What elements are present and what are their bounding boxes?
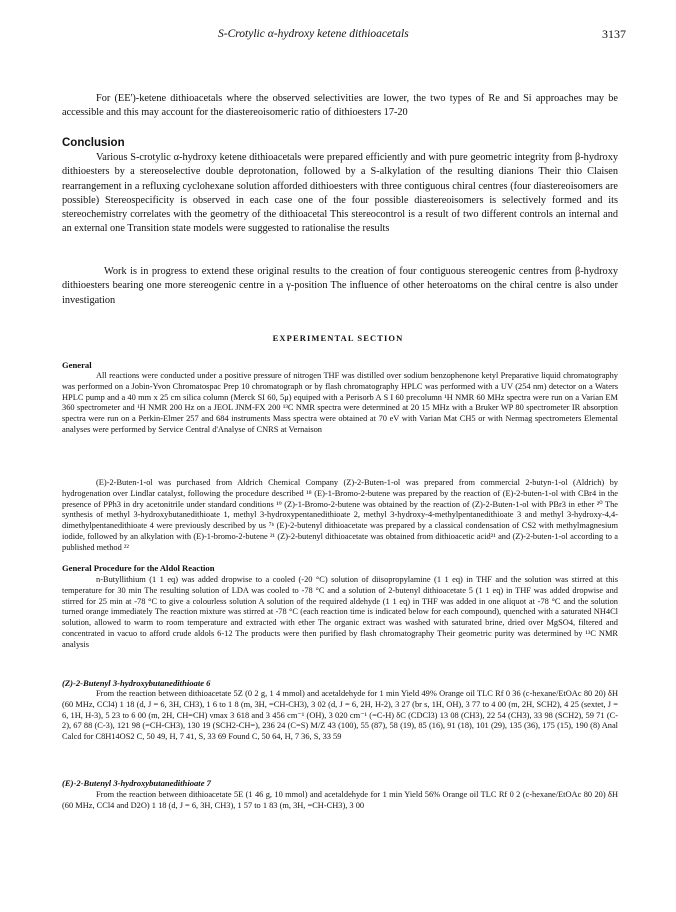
- conclusion-heading: Conclusion: [62, 137, 125, 149]
- compound-7-paragraph: From the reaction between dithioacetate 5E (1 46 g, 10 mmol) and acetaldehyde for 1 min Yield 56% Orange oil TLC Rf 0 2 (c-hexane/EtOAc 80 20) δH (60 MHz, CCl4 and D2O) 1 18 (d, J = 6, 3H, CH3), 1 57 to 1 83 (m, 3H, =CH-CH3), 3 00: [62, 790, 618, 810]
- page-number: 3137: [602, 27, 626, 41]
- aldol-procedure-heading: General Procedure for the Aldol Reaction: [62, 563, 215, 573]
- general-heading: General: [62, 360, 92, 370]
- conclusion-paragraph-2: Work is in progress to extend these original results to the creation of four contiguous stereogenic centres from β-hydroxy dithioesters bearing one more stereogenic centre in a γ-position The influence of other heteroatoms on the chiral centre is also under investigation: [62, 266, 618, 306]
- compound-7-heading: (E)-2-Butenyl 3-hydroxybutanedithioate 7: [62, 778, 211, 788]
- general-paragraph-1: All reactions were conducted under a positive pressure of nitrogen THF was distilled over sodium benzophenone ketyl Preparative liquid chromatography was performed on a Jobin-Yvon Chromatospac Prep 10 chromatograph or by flash chromatography HPLC was performed with a UV (254 nm) detector on a Waters HPLC pump and a 40 mm x 25 cm silica column (Merck SI 60, 5μ) equiped with a Perisorb A S I 60 precolumn ¹H NMR 60 MHz spectra were run on a Varian EM 360 spectrometer and ¹H NMR 200 Hz on a JEOL JNM-FX 200 ¹³C NMR spectra were determined at 20 15 MHz with a Bruker WP 80 spectrometer IR absorption spectra were run on a Perkin-Elmer 257 and 684 instruments Mass spectra were obtained at 70 eV with Varian Mat CH5 or with Nermag spectrometers Elemental analyses were performed by Service Central d'Analyse of CNRS at Vernaison: [62, 371, 618, 434]
- conclusion-paragraph-1: Various S-crotylic α-hydroxy ketene dithioacetals were prepared efficiently and with pure geometric integrity from β-hydroxy dithioesters by a stereoselective double deprotonation, followed by a S-alkylation of the resulting dianions Their thio Claisen rearrangement in a refluxing cyclohexane solution afforded dithioesters with three contiguous chiral centres (four diastereoisomers are possible) Stereospecificity is observed in each case one of the four possible diastereoisomers is selectively formed and its stereochemistry correlates with the geometry of the dithioacetal This stereocontrol is a result of two different controls an internal and an external one Transition state models were suggested to rationalise the results: [62, 152, 618, 235]
- compound-6-heading: (Z)-2-Butenyl 3-hydroxybutanedithioate 6: [62, 678, 211, 688]
- intro-paragraph: For (EE')-ketene dithioacetals where the observed selectivities are lower, the two types of Re and Si approaches may be accessible and this may account for the diastereoisomeric ratio of dithioesters 17-20: [62, 93, 618, 119]
- running-title: S-Crotylic α-hydroxy ketene dithioacetals: [218, 28, 409, 40]
- aldol-procedure-paragraph: n-Butyllithium (1 1 eq) was added dropwise to a cooled (-20 °C) solution of diisopropylamine (1 1 eq) in THF and the solution was stirred at this temperature for 30 min The resulting solution of LDA was cooled to -78 °C and a solution of 2-butenyl dithioacetate 5 (1 1 eq) in THF was added dropwise and stirred for 25 min at -78 °C to give a colourless solution A solution of the required aldehyde (1 1 eq) in THF was added in one aliquot at -78 °C and the solution turned orange immediately The reaction mixture was stirred at -78 °C (each reaction time is indicated below for each compound), quenched with a saturated NH4Cl solution, allowed to warm to room temperature and extracted with ether The organic extract was washed with saturated brine, dried over MgSO4, filtered and concentrated in vacuo to afford crude aldols 6-12 The products were then purified by flash chromatography Their geometric purity was determined by ¹³C NMR analysis: [62, 575, 618, 649]
- experimental-heading: EXPERIMENTAL SECTION: [272, 333, 404, 343]
- compound-6-paragraph: From the reaction between dithioacetate 5Z (0 2 g, 1 4 mmol) and acetaldehyde for 1 min Yield 49% Orange oil TLC Rf 0 36 (c-hexane/EtOAc 80 20) δH (60 MHz, CCl4) 1 18 (d, J = 6, 3H, CH3), 1 6 to 1 8 (m, 3H, =CH-CH3), 3 02 (d, J = 6, 2H, H-2), 3 27 (br s, 1H, OH), 3 77 to 4 00 (m, 2H, SCH2), 4 25 (sextet, J = 6, 1H, H-3), 5 23 to 6 00 (m, 2H, CH=CH) νmax 3 618 and 3 456 cm⁻¹ (OH), 3 020 cm⁻¹ (=C-H) δC (CDCl3) 13 08 (CH3), 22 54 (CH3), 33 98 (SCH2), 59 71 (C-2), 67 88 (C-3), 121 98 (=CH-CH3), 130 19 (SCH2-CH=), 236 24 (C=S) M/Z 43 (100), 55 (87), 58 (19), 85 (16), 91 (18), 101 (29), 135 (36), 175 (15), 190 (8) Anal Calcd for C8H14OS2 C, 50 49, H, 7 41, S, 33 69 Found C, 50 64, H, 7 36, S, 33 59: [62, 689, 618, 742]
- general-paragraph-2: (E)-2-Buten-1-ol was purchased from Aldrich Chemical Company (Z)-2-Buten-1-ol was prepared from commercial 2-butyn-1-ol (Aldrich) by hydrogenation over Lindlar catalyst, following the procedure described ¹⁸ (E)-1-Bromo-2-butene was prepared by the reaction of (E)-2-buten-1-ol with CBr4 in the presence of PPh3 in dry acetonitrile under standard conditions ¹⁹ (Z)-1-Bromo-2-butene was obtained by the reaction of (Z)-2-Buten-1-ol with PBr3 in ether ²⁰ The synthesis of methyl 3-hydroxybutanedithioate 1, methyl 3-hydroxypentanedithioate 2, methyl 3-hydroxy-4-methylpentanedithioate 3 and methyl 3-hydroxy-4,4-dimethylpentanedithioate 4 were previously described by us ⁷ᵇ (E)-2-butenyl dithioacetate was prepared by a classical condensation of CS2 with methylmagnesium iodide, followed by an alkylation with (E)-1-bromo-2-butene ²¹ (Z)-2-butenyl dithioacetate was obtained from dithioacetic acid²¹ and (Z)-2-buten-1-ol according to a published method ²²: [62, 478, 618, 552]
